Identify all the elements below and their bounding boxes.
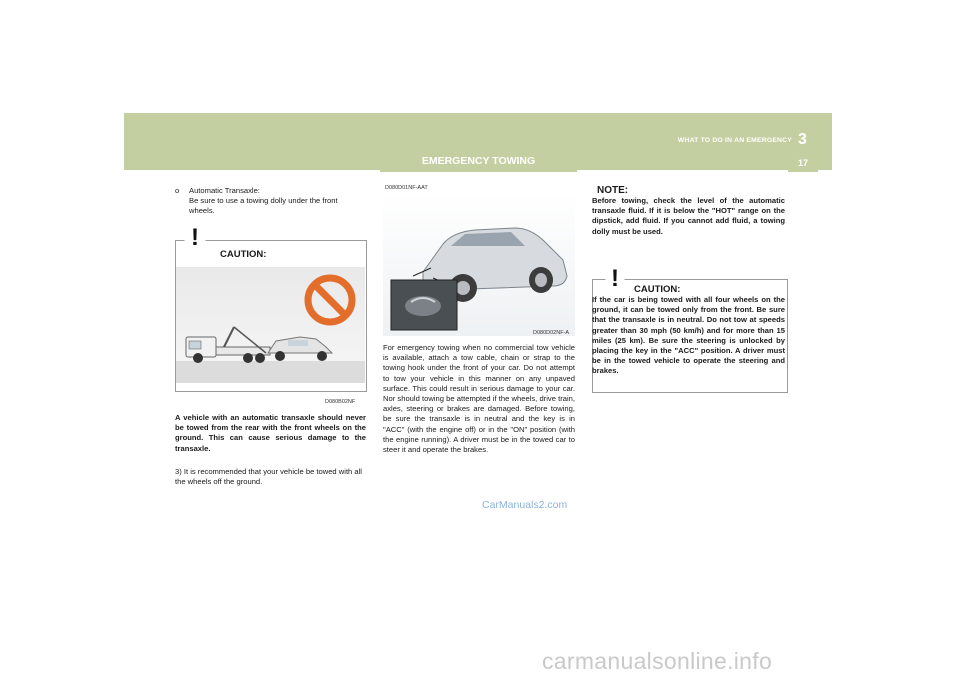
section-title-tab (380, 150, 577, 172)
car-photo-illustration (383, 194, 575, 336)
towing-illustration (176, 267, 365, 383)
section-title: EMERGENCY TOWING (421, 155, 536, 167)
prohibition-sign-icon (308, 278, 352, 322)
watermark-carmanuals2[interactable]: CarManuals2.com (482, 499, 568, 511)
svg-text:!: ! (611, 265, 619, 290)
tow-truck-illustration (176, 267, 365, 383)
chapter-title: WHAT TO DO IN AN EMERGENCY (677, 137, 792, 144)
svg-text:!: ! (191, 224, 199, 249)
bullet-mark: o (175, 186, 180, 195)
figure-code-middle: D080D02NF-A (533, 330, 570, 336)
caution-title-left: CAUTION: (220, 249, 267, 260)
automatic-transaxle-bullet (175, 186, 365, 217)
bullet-title: Automatic Transaxle: (189, 186, 260, 195)
recommendation-text: 3) It is recommended that your vehicle be towed with all the wheels off the ground. (175, 467, 362, 487)
section-code: D080D01NF-AAT (385, 185, 428, 191)
caution-title-right: CAUTION: (634, 284, 681, 295)
bullet-text: Be sure to use a towing dolly under the front wheels. (189, 196, 338, 216)
warning-triangle-icon (180, 221, 210, 249)
chapter-number: 3 (798, 131, 807, 148)
page-number: 17 (797, 158, 808, 168)
car-towing-hook-photo (383, 194, 575, 336)
warning-triangle-icon (600, 262, 630, 290)
note-title: NOTE: (597, 185, 629, 196)
caution-text-left: A vehicle with an automatic transaxle should never be towed from the rear with the front wheels on the ground. This can cause serious damage to the transaxle. (175, 413, 366, 453)
figure-code-left: D080B02NF (325, 399, 356, 405)
caution-text-right: If the car is being towed with all four wheels on the ground, it can be towed only from the front. Be sure that the transaxle is in neutral. Do not tow at speeds greater than 30 mph (50 km/h) and for more than 15 miles (25 km). Be sure the steering is unlocked by placing the key in the "ACC" position. A driver must be in the towed vehicle to operate the steering and brakes. (592, 295, 785, 376)
note-text: Before towing, check the level of the automatic transaxle fluid. If it is below the "HOT" range on the dipstick, add fluid. If you cannot add fluid, a towing dolly must be used. (592, 196, 785, 236)
page-number-tab (788, 154, 818, 172)
watermark-carmanualsonline[interactable]: carmanualsonline.info (542, 648, 773, 674)
emergency-towing-text: For emergency towing when no commercial tow vehicle is available, attach a tow cable, chain or strap to the towing hook under the front of your car. Do not attempt to tow your vehicle in this manner on any unpaved surface. This could result in serious damage to your car. Nor should towing be attempted if the wheels, drive train, axles, steering or brakes are damaged. Before towing, be sure the transaxle is in neutral and the key is in "ACC" (with the engine off) or in the "ON" position (with the engine running). A driver must be in the towed car to steer it and operate the brakes. (383, 343, 575, 455)
